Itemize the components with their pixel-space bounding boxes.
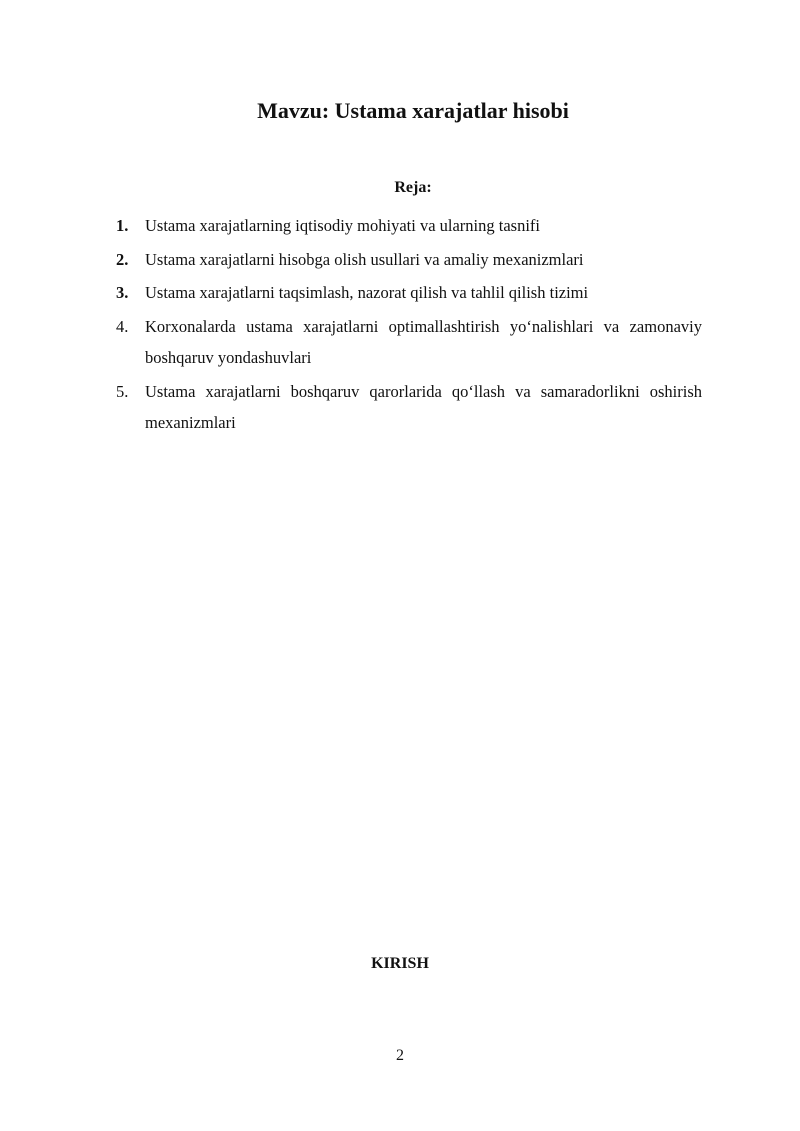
plan-item-number: 5. bbox=[116, 381, 129, 401]
plan-item-number: 2. bbox=[116, 249, 129, 269]
plan-item bbox=[116, 311, 702, 374]
plan-heading: Reja: bbox=[394, 179, 432, 196]
plan-item-text: Ustama xarajatlarni hisobga olish usullari va amaliy mexanizmlari bbox=[145, 249, 584, 269]
plan-item-number: 3. bbox=[116, 283, 129, 302]
plan-item bbox=[116, 244, 702, 276]
plan-item-number: 1. bbox=[116, 216, 129, 235]
intro-heading: KIRISH bbox=[371, 955, 429, 972]
plan-item-text: Ustama xarajatlarning iqtisodiy mohiyati va ularning tasnifi bbox=[145, 216, 540, 235]
plan-list bbox=[116, 210, 702, 441]
page-number: 2 bbox=[396, 1047, 404, 1064]
plan-item bbox=[116, 376, 702, 439]
plan-item-text: Korxonalarda ustama xarajatlarni optimallashtirish yo‘nalishlari va zamonaviy boshqaruv yondashuvlari bbox=[145, 316, 702, 367]
plan-item bbox=[116, 210, 702, 242]
plan-item-text: Ustama xarajatlarni taqsimlash, nazorat qilish va tahlil qilish tizimi bbox=[145, 283, 589, 302]
plan-item-text: Ustama xarajatlarni boshqaruv qarorlarida qo‘llash va samaradorlikni oshirish mexanizmlari bbox=[145, 381, 702, 432]
plan-item bbox=[116, 277, 702, 309]
plan-item-number: 4. bbox=[116, 316, 129, 336]
document-title: Mavzu: Ustama xarajatlar hisobi bbox=[257, 98, 569, 123]
